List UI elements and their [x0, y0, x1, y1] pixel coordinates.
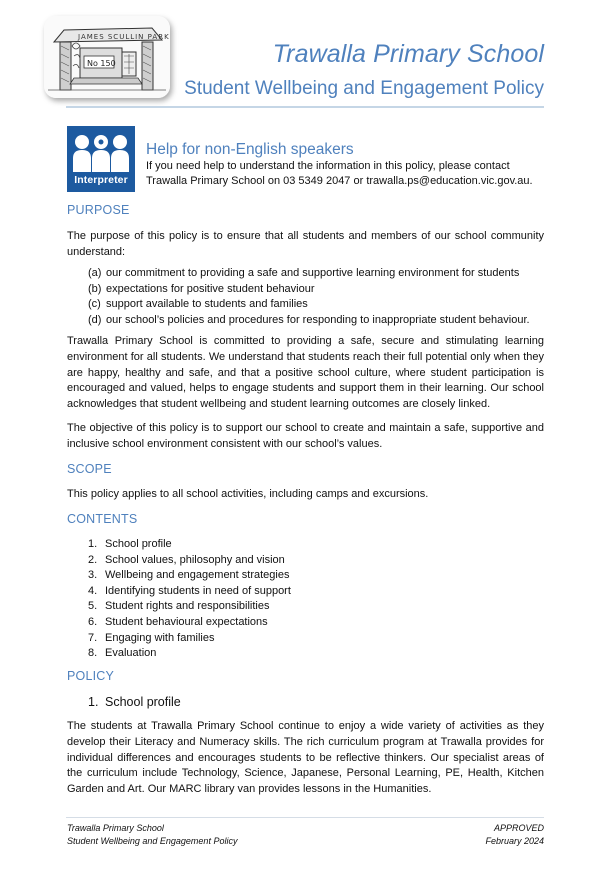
- list-marker: 1.: [88, 695, 99, 709]
- list-marker: (a): [88, 267, 102, 279]
- svg-text:JAMES SCULLIN PARK: JAMES SCULLIN PARK: [78, 33, 170, 41]
- contents-list: [88, 537, 291, 662]
- list-text: School values, philosophy and vision: [105, 553, 285, 566]
- scope-text: This policy applies to all school activities, including camps and excursions.: [67, 488, 429, 500]
- purpose-list: [88, 266, 530, 328]
- footer-school-name: Trawalla Primary School: [67, 823, 164, 833]
- contents-item: [88, 553, 291, 569]
- list-marker: (c): [88, 298, 101, 311]
- purpose-heading: PURPOSE: [67, 203, 130, 217]
- list-text: Evaluation: [105, 647, 157, 660]
- contents-heading: CONTENTS: [67, 512, 138, 526]
- list-marker: 6.: [88, 615, 98, 628]
- list-text: expectations for positive student behaviour: [106, 282, 315, 295]
- list-item: [88, 313, 530, 329]
- contents-item: [88, 599, 291, 615]
- list-marker: 3.: [88, 569, 98, 582]
- scope-heading: SCOPE: [67, 462, 112, 476]
- policy-heading: POLICY: [67, 669, 115, 683]
- contents-item: [88, 631, 291, 647]
- list-text: Student rights and responsibilities: [105, 600, 270, 613]
- list-marker: (b): [88, 282, 102, 295]
- school-profile-paragraph: The students at Trawalla Primary School continue to enjoy a wide variety of activities as they develop their Literacy and Numeracy skills. The rich curriculum program at Trawalla provides for individual differences and encourages students to be reflective thinkers. Our specialist areas of the curriculum include Technology, Science, Japanese, Personal Learning, PE, Health, Kitchen Garden and Art. Our MARC library van provides lessons in the Humanities.: [67, 720, 544, 796]
- purpose-paragraph-2: Trawalla Primary School is committed to providing a safe, secure and stimulating learning environment for all students. We understand that students reach their full potential only when they are happy, healthy and safe, and that a positive school culture, where student participation is encouraged and valued, helps to engage students and support them in their learning. Our school acknowledges that student wellbeing and student learning outcomes are closely linked.: [67, 335, 544, 411]
- help-title: Help for non-English speakers: [146, 141, 354, 158]
- footer-policy-name: Student Wellbeing and Engagement Policy: [67, 836, 238, 846]
- footer-right: [485, 822, 544, 848]
- footer-left: [67, 822, 237, 848]
- list-marker: (d): [88, 313, 102, 326]
- purpose-intro: The purpose of this policy is to ensure that all students and members of our school community understand:: [67, 230, 544, 258]
- list-marker: 7.: [88, 631, 98, 644]
- purpose-paragraph-3: The objective of this policy is to support our school to create and maintain a safe, supportive and inclusive school environment consistent with our school’s values.: [67, 422, 544, 450]
- school-gate-sketch-icon: [44, 16, 170, 98]
- list-text: Student behavioural expectations: [105, 615, 268, 628]
- contents-item: [88, 537, 291, 553]
- contents-item: [88, 646, 291, 662]
- list-marker: 5.: [88, 600, 98, 613]
- footer-date: February 2024: [485, 836, 544, 846]
- list-marker: 8.: [88, 647, 98, 660]
- three-people-icon: [67, 130, 135, 176]
- footer-status: APPROVED: [493, 823, 544, 833]
- policy-title: Student Wellbeing and Engagement Policy: [184, 78, 544, 99]
- list-text: our school’s policies and procedures for responding to inappropriate student behaviour.: [106, 313, 530, 326]
- list-text: Engaging with families: [105, 631, 215, 644]
- school-name-title: Trawalla Primary School: [272, 40, 544, 68]
- list-text: Wellbeing and engagement strategies: [105, 569, 290, 582]
- interpreter-icon: [67, 126, 135, 192]
- policy-subsection-heading: [88, 695, 181, 709]
- footer-divider: [66, 817, 544, 818]
- list-item: [88, 282, 530, 298]
- header-divider: [66, 106, 544, 108]
- list-text: support available to students and families: [106, 298, 308, 311]
- list-marker: 2.: [88, 553, 98, 566]
- list-marker: 1.: [88, 538, 98, 550]
- help-text-line-1: If you need help to understand the information in this policy, please contact: [146, 160, 510, 172]
- contents-item: [88, 615, 291, 631]
- school-logo: [44, 16, 170, 98]
- list-item: [88, 297, 530, 313]
- contents-item: [88, 568, 291, 584]
- list-item: [88, 266, 530, 282]
- list-text: Identifying students in need of support: [105, 584, 291, 597]
- contents-item: [88, 584, 291, 600]
- help-text-line-2: Trawalla Primary School on 03 5349 2047 or trawalla.ps@education.vic.gov.au.: [146, 175, 533, 187]
- interpreter-label: Interpreter: [74, 174, 128, 186]
- list-text: our commitment to providing a safe and supportive learning environment for students: [106, 267, 520, 279]
- list-marker: 4.: [88, 584, 98, 597]
- subsection-title: School profile: [105, 695, 181, 709]
- list-text: School profile: [105, 538, 172, 550]
- svg-text:No 150: No 150: [87, 59, 116, 68]
